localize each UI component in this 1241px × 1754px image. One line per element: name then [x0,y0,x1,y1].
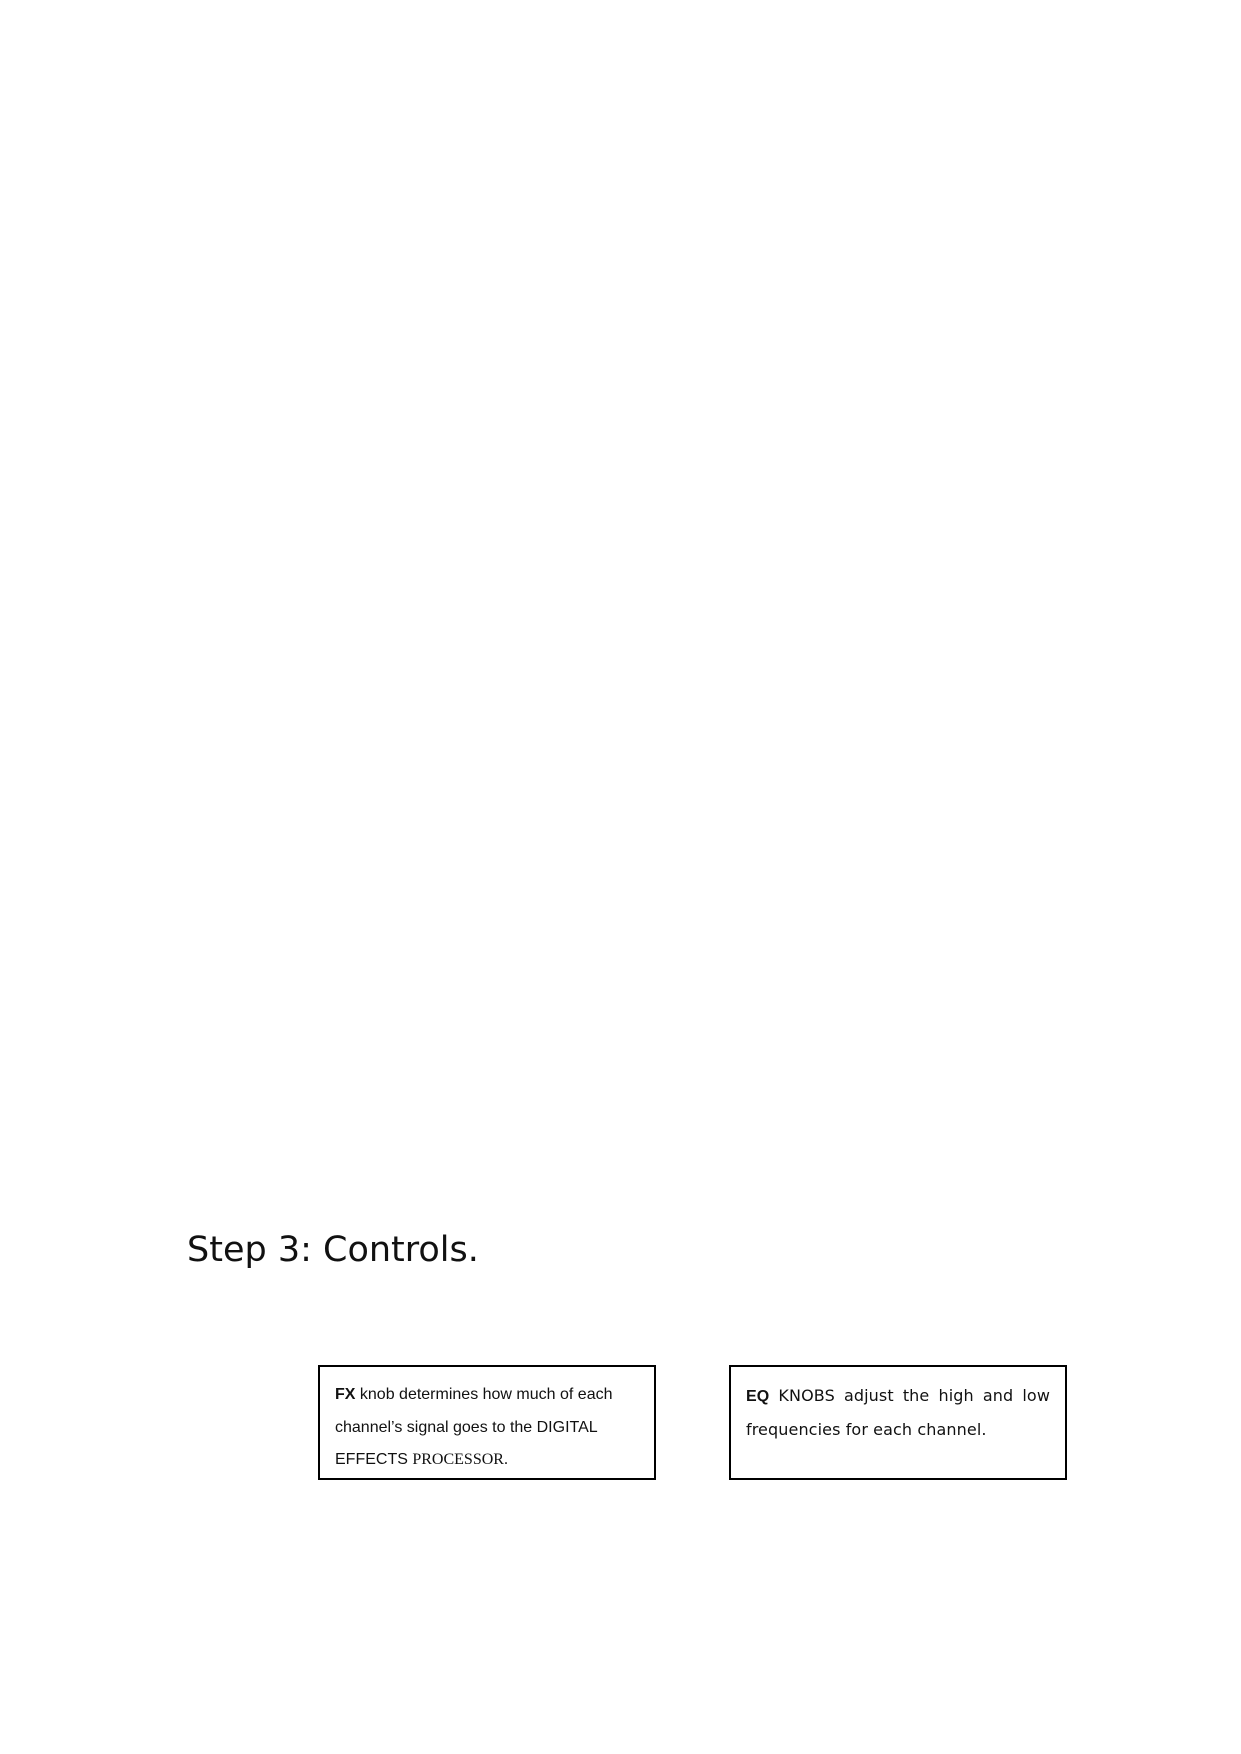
fx-callout-tail: PROCESSOR. [412,1451,508,1468]
eq-knobs-callout [729,1365,1067,1480]
fx-callout-body: knob determines how much of each channel’s signal goes to the DIGITAL EFFECTS [335,1386,613,1468]
eq-callout-text [746,1379,1050,1446]
fx-callout-lead: FX [335,1386,356,1403]
fx-callout-text [335,1379,640,1477]
section-heading: Step 3: Controls. [187,1230,479,1270]
eq-callout-lead: EQ [746,1388,770,1405]
fx-knob-callout [318,1365,656,1480]
eq-callout-body: KNOBS adjust the high and low frequencies for each channel. [746,1386,1050,1439]
